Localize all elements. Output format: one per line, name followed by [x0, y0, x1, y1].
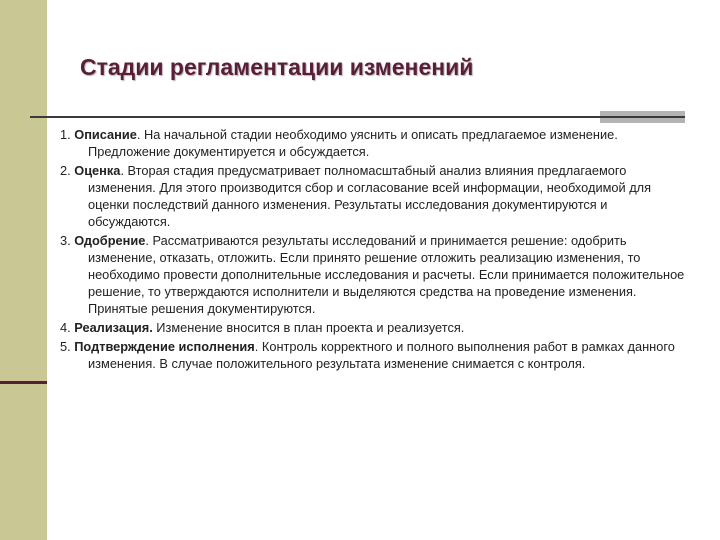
item-term: Оценка [74, 163, 121, 178]
list-item [60, 319, 688, 336]
item-text: . Контроль корректного и полного выполнения работ в рамках данного изменения. В случае положительного результата изменение снимается с контроля. [88, 339, 675, 371]
title-underline [30, 116, 685, 118]
item-number: 5. [60, 339, 75, 354]
item-text: . Рассматриваются результаты исследований и принимается решение: одобрить изменение, отказать, отложить. Если принято решение отложить реализацию изменения, то необходимо провести дополнительные исследования и расчеты. Если принимается положительное решение, то утверждаются исполнители и выделяются средства на проведение изменения. Принятые решения документируются. [88, 233, 685, 316]
slide-title: Стадии регламентации изменений [80, 54, 474, 80]
item-number: 4. [60, 320, 75, 335]
item-text: . Вторая стадия предусматривает полномасштабный анализ влияния предлагаемого изменения. Для этого производится сбор и согласование всей информации, необходимой для оценки последствий данного изменения. Результаты исследования документируются и обсуждаются. [88, 163, 652, 229]
item-number: 3. [60, 233, 75, 248]
item-text: Изменение вносится в план проекта и реализуется. [152, 320, 465, 335]
list-item [60, 162, 688, 230]
item-text: . На начальной стадии необходимо уяснить и описать предлагаемое изменение. Предложение документируется и обсуждается. [88, 127, 618, 159]
stages-list [60, 126, 688, 374]
item-number: 2. [60, 163, 75, 178]
item-term: Одобрение [74, 233, 146, 248]
list-item [60, 126, 688, 160]
item-term: Подтверждение исполнения [74, 339, 255, 354]
list-item [60, 232, 688, 317]
item-number: 1. [60, 127, 75, 142]
side-accent-line [0, 381, 47, 384]
item-term: Описание [74, 127, 137, 142]
list-item [60, 338, 688, 372]
item-term: Реализация. [74, 320, 153, 335]
side-decoration-bar [0, 0, 47, 540]
